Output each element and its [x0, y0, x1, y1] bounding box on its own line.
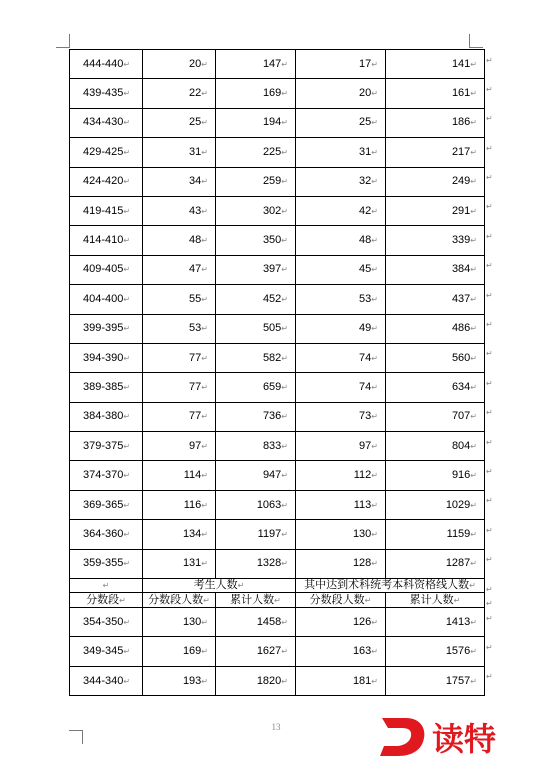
- row-end-mark: ↵: [486, 114, 493, 124]
- qualified-cumulative-count-cell: 1159↵: [386, 520, 485, 549]
- score-range-cell: 374-370↵: [70, 461, 143, 490]
- cumulative-count-cell: 302↵: [216, 196, 296, 225]
- score-range-cell: 419-415↵: [70, 196, 143, 225]
- cumulative-count-cell: 169↵: [216, 79, 296, 108]
- dute-logo: [376, 712, 526, 760]
- table-row: [70, 373, 485, 402]
- qualified-cumulative-count-cell: 1576↵: [386, 637, 485, 666]
- score-range-cell: 389-385↵: [70, 373, 143, 402]
- cumulative-count-cell: 1458↵: [216, 608, 296, 637]
- cumulative-count-cell: 833↵: [216, 432, 296, 461]
- score-range-cell: 444-440↵: [70, 50, 143, 79]
- crop-mark-top-right: [469, 47, 483, 48]
- qualified-cumulative-count-cell: 291↵: [386, 196, 485, 225]
- score-range-cell: 344-340↵: [70, 666, 143, 695]
- qualified-cumulative-count-cell: 437↵: [386, 285, 485, 314]
- segment-count-cell: 48↵: [143, 226, 216, 255]
- qualified-cumulative-count-cell: 1029↵: [386, 490, 485, 519]
- header-empty-cell: ↵: [70, 579, 143, 593]
- qualified-segment-count-cell: 126↵: [296, 608, 386, 637]
- row-end-mark: ↵: [486, 466, 493, 476]
- row-end-mark: ↵: [486, 290, 493, 300]
- score-range-cell: 354-350↵: [70, 608, 143, 637]
- row-end-mark: ↵: [486, 642, 493, 652]
- crop-mark-top-left: [69, 34, 70, 48]
- logo-d-mark-icon: [380, 718, 424, 756]
- table-row: [70, 666, 485, 695]
- score-range-cell: 434-430↵: [70, 108, 143, 137]
- score-range-cell: 409-405↵: [70, 255, 143, 284]
- header-segment-count: 分数段人数↵: [143, 593, 216, 608]
- segment-count-cell: 53↵: [143, 314, 216, 343]
- row-end-mark: ↵: [486, 84, 493, 94]
- cumulative-count-cell: 452↵: [216, 285, 296, 314]
- crop-mark-top-right: [469, 34, 470, 48]
- table-row: [70, 196, 485, 225]
- score-range-cell: 404-400↵: [70, 285, 143, 314]
- score-range-cell: 394-390↵: [70, 343, 143, 372]
- qualified-cumulative-count-cell: 916↵: [386, 461, 485, 490]
- segment-count-cell: 34↵: [143, 167, 216, 196]
- cumulative-count-cell: 259↵: [216, 167, 296, 196]
- qualified-segment-count-cell: 53↵: [296, 285, 386, 314]
- table-row: [70, 402, 485, 431]
- qualified-cumulative-count-cell: 560↵: [386, 343, 485, 372]
- segment-count-cell: 193↵: [143, 666, 216, 695]
- segment-count-cell: 169↵: [143, 637, 216, 666]
- qualified-segment-count-cell: 97↵: [296, 432, 386, 461]
- segment-count-cell: 31↵: [143, 138, 216, 167]
- qualified-cumulative-count-cell: 186↵: [386, 108, 485, 137]
- table-body-lower: [70, 608, 485, 696]
- segment-count-cell: 114↵: [143, 461, 216, 490]
- cumulative-count-cell: 659↵: [216, 373, 296, 402]
- cumulative-count-cell: 1063↵: [216, 490, 296, 519]
- qualified-cumulative-count-cell: 707↵: [386, 402, 485, 431]
- qualified-cumulative-count-cell: 486↵: [386, 314, 485, 343]
- score-range-cell: 364-360↵: [70, 520, 143, 549]
- score-range-cell: 359-355↵: [70, 549, 143, 578]
- qualified-segment-count-cell: 74↵: [296, 373, 386, 402]
- qualified-segment-count-cell: 17↵: [296, 50, 386, 79]
- table-row: [70, 637, 485, 666]
- qualified-cumulative-count-cell: 384↵: [386, 255, 485, 284]
- table-row: [70, 461, 485, 490]
- row-end-mark: ↵: [486, 584, 493, 594]
- segment-count-cell: 131↵: [143, 549, 216, 578]
- table-row: [70, 108, 485, 137]
- qualified-segment-count-cell: 74↵: [296, 343, 386, 372]
- logo-text: 读特: [432, 720, 497, 758]
- table-row: [70, 432, 485, 461]
- header-qualified-cumulative-count: 累计人数↵: [386, 593, 485, 608]
- header-qualified-count: 其中达到术科统考本科资格线人数↵: [296, 579, 485, 593]
- qualified-segment-count-cell: 45↵: [296, 255, 386, 284]
- segment-count-cell: 116↵: [143, 490, 216, 519]
- segment-count-cell: 97↵: [143, 432, 216, 461]
- score-range-cell: 439-435↵: [70, 79, 143, 108]
- score-range-cell: 424-420↵: [70, 167, 143, 196]
- score-range-cell: 379-375↵: [70, 432, 143, 461]
- qualified-cumulative-count-cell: 634↵: [386, 373, 485, 402]
- table-header-group-row: [70, 579, 485, 593]
- row-end-mark: ↵: [486, 613, 493, 623]
- cumulative-count-cell: 1197↵: [216, 520, 296, 549]
- cumulative-count-cell: 1627↵: [216, 637, 296, 666]
- crop-mark-top-left: [56, 47, 70, 48]
- cumulative-count-cell: 147↵: [216, 50, 296, 79]
- row-end-mark: ↵: [486, 143, 493, 153]
- cumulative-count-cell: 736↵: [216, 402, 296, 431]
- qualified-segment-count-cell: 130↵: [296, 520, 386, 549]
- table-row: [70, 226, 485, 255]
- cumulative-count-cell: 397↵: [216, 255, 296, 284]
- table-header-column-row: [70, 593, 485, 608]
- segment-count-cell: 55↵: [143, 285, 216, 314]
- score-range-cell: 399-395↵: [70, 314, 143, 343]
- table-row: [70, 167, 485, 196]
- qualified-segment-count-cell: 163↵: [296, 637, 386, 666]
- header-qualified-segment-count: 分数段人数↵: [296, 593, 386, 608]
- segment-count-cell: 47↵: [143, 255, 216, 284]
- qualified-cumulative-count-cell: 1413↵: [386, 608, 485, 637]
- row-end-mark: ↵: [486, 261, 493, 271]
- qualified-segment-count-cell: 113↵: [296, 490, 386, 519]
- qualified-cumulative-count-cell: 804↵: [386, 432, 485, 461]
- segment-count-cell: 22↵: [143, 79, 216, 108]
- row-end-mark: ↵: [486, 672, 493, 682]
- segment-count-cell: 43↵: [143, 196, 216, 225]
- segment-count-cell: 77↵: [143, 343, 216, 372]
- row-end-mark: ↵: [486, 231, 493, 241]
- cumulative-count-cell: 194↵: [216, 108, 296, 137]
- row-end-mark: ↵: [486, 349, 493, 359]
- table-row: [70, 343, 485, 372]
- cumulative-count-cell: 350↵: [216, 226, 296, 255]
- header-score-range: 分数段↵: [70, 593, 143, 608]
- table-row: [70, 608, 485, 637]
- qualified-segment-count-cell: 73↵: [296, 402, 386, 431]
- table-row: [70, 255, 485, 284]
- table-row: [70, 520, 485, 549]
- table-row: [70, 138, 485, 167]
- row-end-mark: ↵: [486, 320, 493, 330]
- table-header: [70, 579, 485, 608]
- row-end-mark: ↵: [486, 408, 493, 418]
- qualified-segment-count-cell: 31↵: [296, 138, 386, 167]
- qualified-segment-count-cell: 20↵: [296, 79, 386, 108]
- segment-count-cell: 134↵: [143, 520, 216, 549]
- segment-count-cell: 130↵: [143, 608, 216, 637]
- row-end-mark: ↵: [486, 496, 493, 506]
- table-body-upper: [70, 50, 485, 579]
- score-range-cell: 369-365↵: [70, 490, 143, 519]
- table-row: [70, 314, 485, 343]
- row-end-mark: ↵: [486, 598, 493, 608]
- segment-count-cell: 77↵: [143, 402, 216, 431]
- qualified-cumulative-count-cell: 339↵: [386, 226, 485, 255]
- cumulative-count-cell: 505↵: [216, 314, 296, 343]
- row-end-mark: ↵: [486, 173, 493, 183]
- qualified-cumulative-count-cell: 217↵: [386, 138, 485, 167]
- row-end-mark: ↵: [486, 378, 493, 388]
- qualified-cumulative-count-cell: 141↵: [386, 50, 485, 79]
- row-end-mark: ↵: [486, 555, 493, 565]
- header-cumulative-count: 累计人数↵: [216, 593, 296, 608]
- page-number: 13: [271, 722, 281, 732]
- table-row: [70, 285, 485, 314]
- table-row: [70, 490, 485, 519]
- crop-mark-bottom-left: [82, 730, 83, 744]
- table-row: [70, 549, 485, 578]
- qualified-segment-count-cell: 49↵: [296, 314, 386, 343]
- score-range-cell: 429-425↵: [70, 138, 143, 167]
- row-end-mark: ↵: [486, 55, 493, 65]
- score-range-cell: 414-410↵: [70, 226, 143, 255]
- row-end-mark: ↵: [486, 202, 493, 212]
- cumulative-count-cell: 1820↵: [216, 666, 296, 695]
- row-end-mark: ↵: [486, 525, 493, 535]
- qualified-cumulative-count-cell: 1287↵: [386, 549, 485, 578]
- qualified-cumulative-count-cell: 1757↵: [386, 666, 485, 695]
- segment-count-cell: 20↵: [143, 50, 216, 79]
- table-row: [70, 79, 485, 108]
- qualified-segment-count-cell: 32↵: [296, 167, 386, 196]
- score-range-cell: 384-380↵: [70, 402, 143, 431]
- row-end-mark: ↵: [486, 437, 493, 447]
- header-exam-count: 考生人数↵: [143, 579, 296, 593]
- cumulative-count-cell: 582↵: [216, 343, 296, 372]
- score-range-cell: 349-345↵: [70, 637, 143, 666]
- qualified-segment-count-cell: 42↵: [296, 196, 386, 225]
- score-distribution-table: [69, 49, 485, 696]
- cumulative-count-cell: 947↵: [216, 461, 296, 490]
- table-row: [70, 50, 485, 79]
- segment-count-cell: 25↵: [143, 108, 216, 137]
- qualified-cumulative-count-cell: 161↵: [386, 79, 485, 108]
- qualified-segment-count-cell: 25↵: [296, 108, 386, 137]
- qualified-segment-count-cell: 112↵: [296, 461, 386, 490]
- qualified-segment-count-cell: 181↵: [296, 666, 386, 695]
- qualified-cumulative-count-cell: 249↵: [386, 167, 485, 196]
- qualified-segment-count-cell: 48↵: [296, 226, 386, 255]
- qualified-segment-count-cell: 128↵: [296, 549, 386, 578]
- cumulative-count-cell: 1328↵: [216, 549, 296, 578]
- segment-count-cell: 77↵: [143, 373, 216, 402]
- cumulative-count-cell: 225↵: [216, 138, 296, 167]
